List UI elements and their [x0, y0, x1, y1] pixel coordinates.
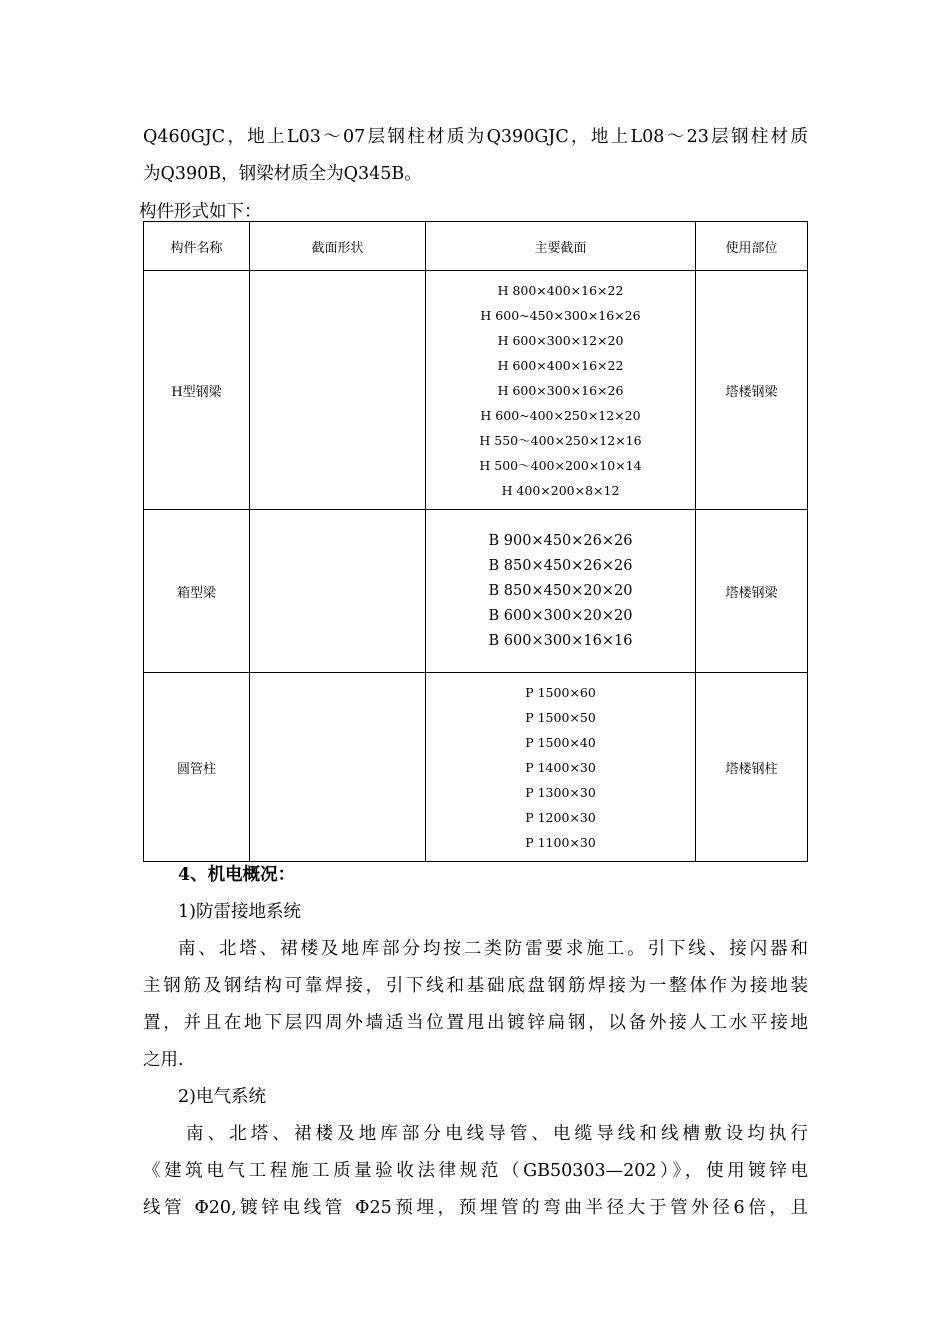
section-item: H 600×300×16×26: [497, 382, 624, 398]
section-item: H 550～400×250×12×16: [479, 432, 642, 448]
main-sections: [426, 271, 696, 510]
paragraph-line: 《建筑电气工程施工质量验收法律规范（GB50303—202）》，使用镀锌电: [143, 1161, 808, 1181]
section-heading: 4、机电概况：: [178, 865, 296, 885]
header-main-section: 主要截面: [426, 222, 696, 271]
main-sections: [426, 510, 696, 673]
main-sections: [426, 673, 696, 862]
paragraph-line: 为Q390B，钢梁材质全为Q345B。: [143, 164, 422, 184]
section-item: P 1200×30: [525, 809, 596, 825]
component-name: 圆管柱: [144, 673, 250, 862]
paragraph-line: 南、北塔、裙楼及地库部分均按二类防雷要求施工。引下线、接闪器和: [178, 939, 808, 959]
component-name: 箱型梁: [144, 510, 250, 673]
section-item: P 1300×30: [525, 784, 596, 800]
section-item: H 600×400×16×22: [497, 357, 624, 373]
section-item: P 1500×40: [525, 734, 596, 750]
table-row: [144, 510, 808, 673]
section-item: H 500～400×200×10×14: [479, 457, 642, 473]
section-item: H 400×200×8×12: [501, 482, 620, 498]
table-row: [144, 271, 808, 510]
section-item: B 850×450×26×26: [488, 557, 633, 574]
section-shape: [250, 271, 426, 510]
table-row: [144, 673, 808, 862]
section-item: P 1400×30: [525, 759, 596, 775]
table-header-row: [144, 222, 808, 271]
section-item: H 600×300×12×20: [497, 332, 624, 348]
header-section-shape: 截面形状: [250, 222, 426, 271]
section-item: H 800×400×16×22: [497, 282, 624, 298]
component-table: [143, 221, 808, 862]
usage-location: 塔楼钢梁: [696, 510, 808, 673]
section-shape: [250, 510, 426, 673]
paragraph-line: 之用.: [143, 1050, 184, 1070]
section-item: H 600~450×300×16×26: [480, 307, 641, 323]
section-item: P 1500×50: [525, 709, 596, 725]
section-item: H 600~400×250×12×20: [480, 407, 641, 423]
subsection-heading: 1)防雷接地系统: [178, 902, 301, 922]
section-item: B 600×300×16×16: [488, 632, 633, 649]
paragraph-line: 置，并且在地下层四周外墙适当位置甩出镀锌扁钢，以备外接人工水平接地: [143, 1013, 808, 1033]
paragraph-line: Q460GJC，地上L03～07层钢柱材质为Q390GJC，地上L08～23层钢柱材质: [143, 127, 808, 147]
component-name: H型钢梁: [144, 271, 250, 510]
paragraph-line: 主钢筋及钢结构可靠焊接，引下线和基础底盘钢筋焊接为一整体作为接地装: [143, 976, 808, 996]
section-item: P 1500×60: [525, 684, 596, 700]
section-item: B 900×450×26×26: [488, 532, 633, 549]
subsection-heading: 2)电气系统: [178, 1087, 266, 1107]
section-item: P 1100×30: [525, 834, 596, 850]
section-shape: [250, 673, 426, 862]
section-item: B 600×300×20×20: [488, 607, 633, 624]
table-intro: 构件形式如下：: [139, 202, 262, 222]
section-item: B 850×450×20×20: [488, 582, 633, 599]
usage-location: 塔楼钢柱: [696, 673, 808, 862]
paragraph-line: 南、北塔、裙楼及地库部分电线导管、电缆导线和线槽敷设均执行: [186, 1124, 808, 1144]
header-component-name: 构件名称: [144, 222, 250, 271]
header-location: 使用部位: [696, 222, 808, 271]
paragraph-line: 线管 Φ20,镀锌电线管 Φ25预埋，预埋管的弯曲半径大于管外径6倍，且: [143, 1198, 808, 1218]
usage-location: 塔楼钢梁: [696, 271, 808, 510]
